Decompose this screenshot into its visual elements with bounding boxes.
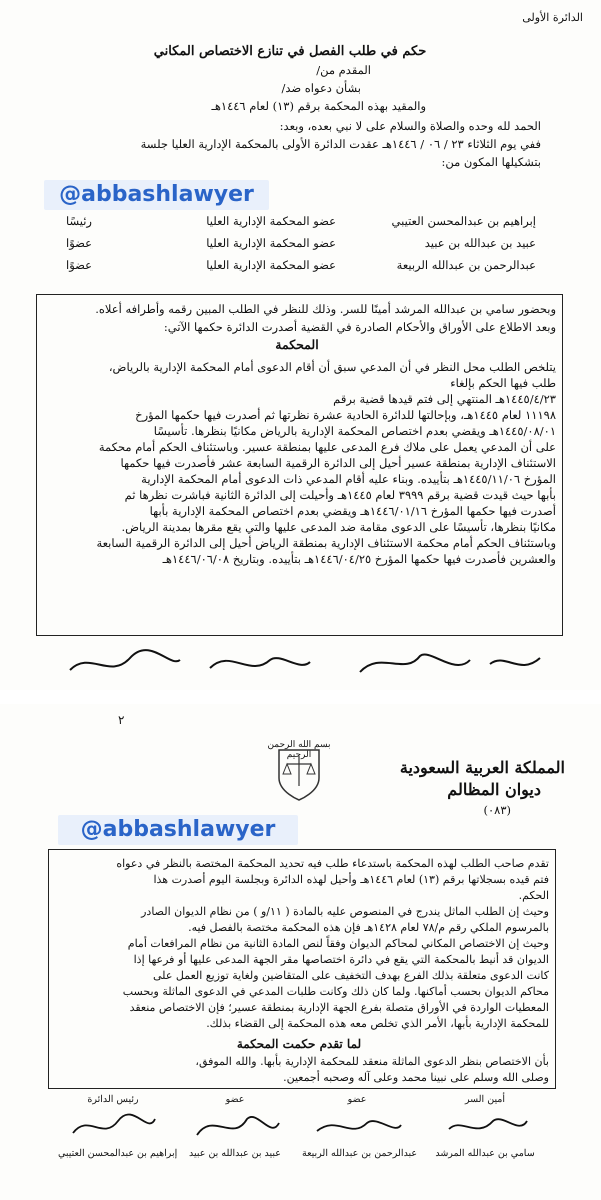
submitted-by: المقدم من/ <box>316 63 371 77</box>
member-position: عضو المحكمة الإدارية العليا <box>206 236 336 250</box>
page-divider <box>0 690 601 704</box>
body-line: طلب فيها الحكم بإلغاء <box>450 376 556 390</box>
signatory-member-2 <box>302 1094 418 1159</box>
body-line: وحيث إن الطلب الماثل يندرج في المنصوص عليه بالمادة ( ١١/و ) من نظام الديوان الصادر <box>141 905 549 918</box>
body-line: ١٤٤٥/٠٨/٠١هـ ويقضي بعدم اختصاص المحكمة الإدارية بالرياض مكانيًا بنظرها. تأسيسًا <box>153 424 556 438</box>
member-row-2 <box>66 234 536 254</box>
body-line: المؤرخ ١٤٤٥/١١/٠٦هـ بتأييده. وبناء عليه أقام المدعي ذات الدعوى أمام المحكمة الإدارية <box>141 472 556 486</box>
presence-line: وبحضور سامي بن عبدالله المرشد أمينًا للسر. وذلك للنظر في الطلب المبين رقمه وأطرافه أعلاه. <box>95 302 556 316</box>
watermark-handle: @abbashlawyer <box>58 815 298 845</box>
body-line: فتم قيده بسجلاتها برقم (١٣) لعام ١٤٤٦هـ وأحيل لهذه الدائرة وبجلسة اليوم أصدرت هذا <box>153 873 549 886</box>
member-name: عبيد بن عبدالله بن عبيد <box>424 236 536 250</box>
signatory-title: رئيس الدائرة <box>87 1094 139 1105</box>
ruling-paragraph <box>55 1054 549 1086</box>
signatory-member-1 <box>180 1094 290 1159</box>
signatory-title: عضو <box>225 1094 245 1105</box>
handwritten-signatures <box>60 640 560 684</box>
watermark-handle: @abbashlawyer <box>44 180 269 210</box>
page-number: ٢ <box>118 713 125 727</box>
body-line: الاستئناف الإدارية بمنطقة عسير أحيل إلى الدائرة الرقمية السابعة عشر فأصدرت فيها حكمها <box>120 456 556 470</box>
signatory-name: عبدالرحمن بن عبدالله الربيعة <box>302 1148 418 1159</box>
body-line: بالمرسوم الملكي رقم م/٧٨ لعام ١٤٢٨هـ فإن هذه المحكمة مختصة بالفصل فيه. <box>188 921 549 934</box>
diwan-emblem-icon <box>273 744 325 804</box>
signature-scribble-icon <box>435 1105 535 1145</box>
member-row-1 <box>66 212 536 232</box>
body-paragraph <box>55 856 549 1032</box>
session-line-1: ففي يوم الثلاثاء ٢٣ / ٠٦ / ١٤٤٦هـ عقدت الدائرة الأولى بالمحكمة الإدارية العليا جلسة <box>140 137 541 151</box>
ruling-line: وصلى الله وسلم على نبينا محمد وعلى آله وصحبه أجمعين. <box>283 1071 549 1084</box>
body-line: وحيث إن الاختصاص المكاني لمحاكم الديوان وفقاً لنص المادة الثانية من نظام المرافعات أمام <box>127 937 549 950</box>
signatory-chamber-head <box>58 1094 178 1159</box>
against-line: بشأن دعواه ضد/ <box>281 81 361 95</box>
member-name: عبدالرحمن بن عبدالله الربيعة <box>396 258 536 272</box>
body-line: على أن المدعي يعمل على ملاك فرع المدعى عليها بمنطقة عسير. وباستئناف الحكم أمام محكمة <box>98 440 556 454</box>
body-line: الحكم. <box>518 889 549 902</box>
session-line-2: بتشكيلها المكون من: <box>441 155 541 169</box>
signature-scribble-icon <box>63 1105 163 1145</box>
diwan-name: ديوان المظالم <box>447 780 541 799</box>
body-line: تقدم صاحب الطلب لهذه المحكمة باستدعاء طلب فيه تحديد المحكمة المختصة بالنظر في دعواه <box>116 857 549 870</box>
chamber-label: الدائرة الأولى <box>522 11 583 24</box>
registration-line: والمقيد بهذه المحكمة برقم (١٣) لعام ١٤٤٦هـ <box>211 99 426 113</box>
signatory-secretary <box>430 1094 540 1159</box>
member-role: عضوًا <box>66 258 92 272</box>
body-line: محاكم الديوان بحسب أماكنها. ولما كان ذلك وكانت طلبات المدعي في الدعوى الماثلة وبحسب <box>122 985 549 998</box>
member-role: رئيسًا <box>66 214 92 228</box>
judgment-page-2 <box>0 704 601 1200</box>
body-paragraph <box>44 359 556 567</box>
body-line: بأبها حيث قيدت قضية برقم ٣٩٩٩ لعام ١٤٤٥هـ وأحيلت إلى الدائرة الثانية فباشرت نظرها ثم <box>124 488 556 502</box>
kingdom-name: المملكة العربية السعودية <box>399 758 565 777</box>
review-line: وبعد الاطلاع على الأوراق والأحكام الصادرة في القضية أصدرت الدائرة حكمها الآتي: <box>163 320 556 334</box>
signatory-title: أمين السر <box>464 1094 506 1105</box>
judgment-body-box <box>48 849 556 1089</box>
signatory-name: إبراهيم بن عبدالمحسن العتيبي <box>58 1148 178 1159</box>
ruling-heading: لما تقدم حكمت المحكمة <box>236 1037 362 1051</box>
signature-scribble-icon <box>185 1105 285 1145</box>
basmala: بسم الله الرحمن الرحيم <box>267 740 331 760</box>
body-line: ١٤٤٥/٤/٢٣هـ المنتهي إلى فتم قيدها قضية برقم <box>333 392 556 406</box>
member-name: إبراهيم بن عبدالمحسن العتيبي <box>391 214 536 228</box>
member-position: عضو المحكمة الإدارية العليا <box>206 258 336 272</box>
body-line: كانت الدعوى متعلقة بذلك الفرع بهدف التخفيف على المتقاضين ولغاية توزيع العمل على <box>153 969 549 982</box>
body-line: ١١١٩٨ لعام ١٤٤٥هـ، وبإحالتها للدائرة الحادية عشرة نظرتها ثم أصدرت فيها حكمها المؤرخ <box>135 408 556 422</box>
body-line: مكانيًا بنظرها، تأسيسًا على الدعوى مقامة ضد المدعى عليها والتي يقع مقرها بمدينة الرياض. <box>121 520 556 534</box>
body-line: الديوان قد أنيط بالمحكمة التي يقع في دائرة اختصاصها مقر الجهة المدعى عليها أو فرعها إذا <box>133 953 549 966</box>
ruling-line: بأن الاختصاص بنظر الدعوى الماثلة منعقد للمحكمة الإدارية بأبها. والله الموفق، <box>195 1055 549 1068</box>
signature-scribble-icon <box>307 1105 407 1145</box>
body-line: أصدرت فيها حكمها المؤرخ ١٤٤٦/٠١/١٦هـ ويقضي بعدم اختصاص المحكمة الإدارية بأبها <box>149 504 556 518</box>
signatory-name: سامي بن عبدالله المرشد <box>435 1148 535 1159</box>
judgment-title: حكم في طلب الفصل في تنازع الاختصاص المكاني <box>153 44 427 59</box>
body-line: وباستئناف الحكم أمام محكمة الاستئناف الإدارية بمنطقة الرياض أحيل إلى الدائرة الرقمية السابعة <box>96 536 556 550</box>
body-line: والعشرين فأصدرت فيها حكمها المؤرخ ١٤٤٦/٠٤/٢٥هـ بتأييده. وبتاريخ ١٤٤٦/٠٦/٠٨هـ <box>162 552 556 566</box>
section-heading: المحكمة <box>275 337 319 352</box>
signatory-name: عبيد بن عبدالله بن عبيد <box>189 1148 281 1159</box>
diwan-code: (٠٨٣) <box>483 803 511 817</box>
body-line: يتلخص الطلب محل النظر في أن المدعي سبق أن أقام الدعوى أمام المحكمة الإدارية بالرياض، <box>108 360 556 374</box>
member-row-3 <box>66 256 536 276</box>
body-line: للمحكمة الإدارية بأبها، الأمر الذي تخلص معه هذه المحكمة إلى القضاء بذلك. <box>206 1017 549 1030</box>
member-position: عضو المحكمة الإدارية العليا <box>206 214 336 228</box>
body-line: المعطيات الواردة في الأوراق متصلة بفرع الجهة الإدارية بمنطقة عسير؛ فإن الاختصاص منعقد <box>129 1001 549 1014</box>
signatory-title: عضو <box>347 1094 367 1105</box>
member-role: عضوًا <box>66 236 92 250</box>
judgment-body-box <box>36 294 563 636</box>
opening-line: الحمد لله وحده والصلاة والسلام على لا نبي بعده، وبعد: <box>279 119 541 133</box>
